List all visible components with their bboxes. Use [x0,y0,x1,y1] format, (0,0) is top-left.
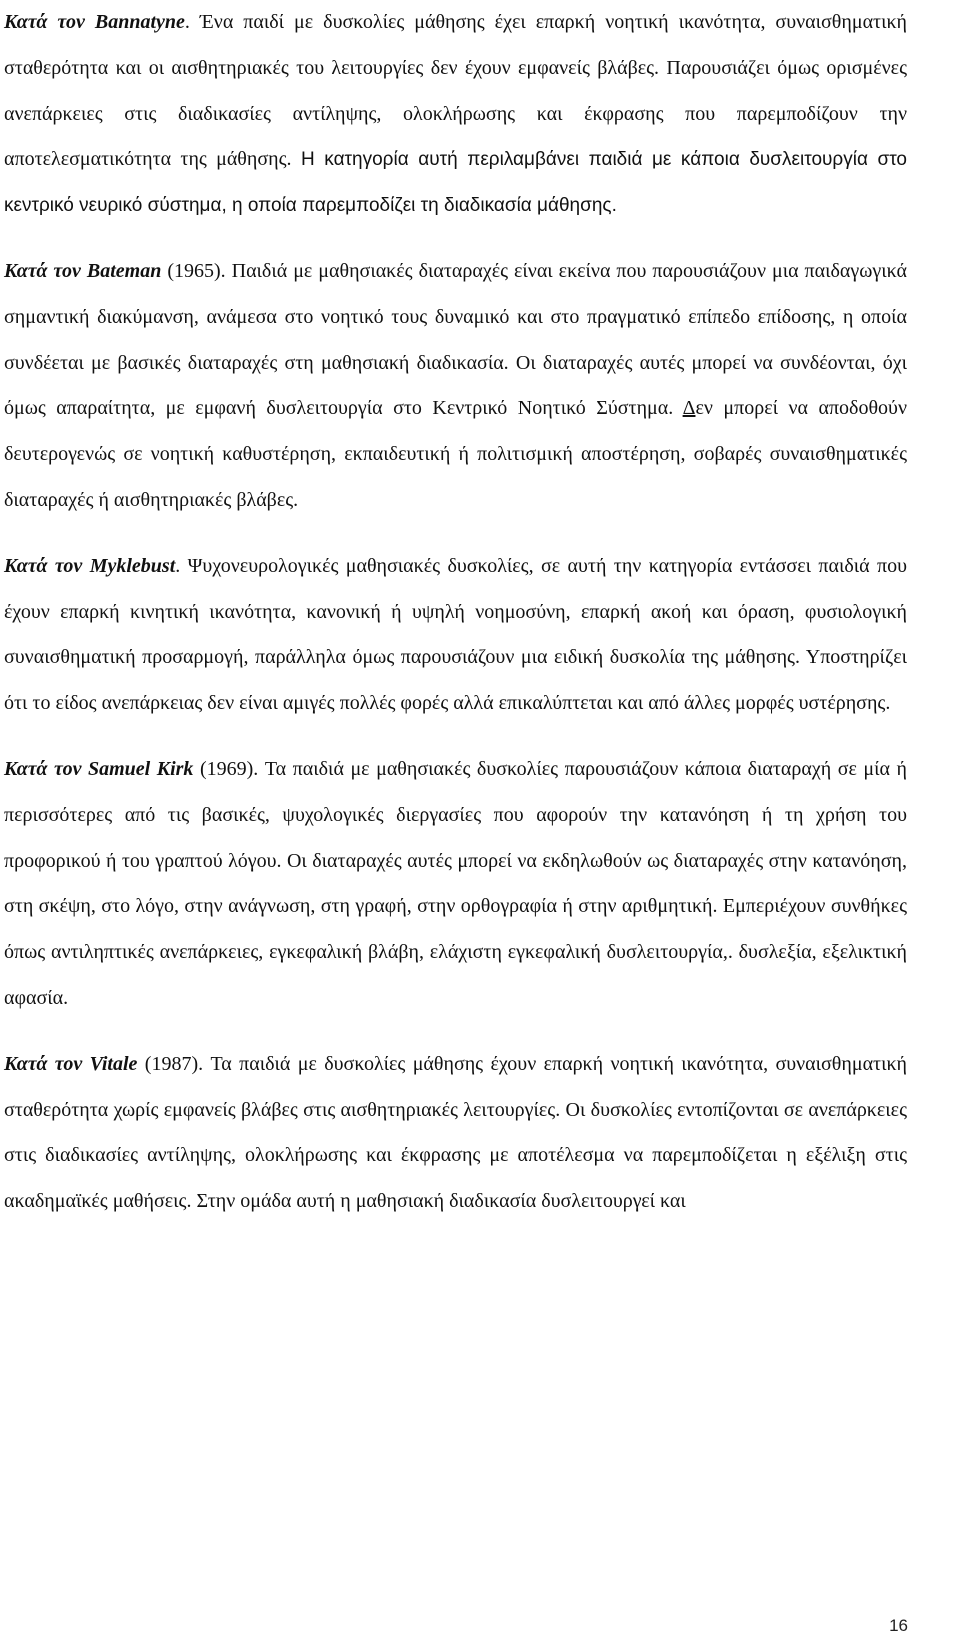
paragraph-text: (1987). Τα παιδιά με δυσκολίες μάθησης έχουν επαρκή νοητική ικανότητα, συναισθηματική σταθερότητα χωρίς εμφανείς βλάβες στις αισθητηριακές λειτουργίες. Οι δυσκολίες εντοπίζονται σε ανεπάρκειες στις διαδικασίες αντίληψης, ολοκλήρωσης και έκφρασης με αποτέλεσμα να παρεμποδίζεται η εξέλιξη στις ακαδημαϊκές μαθήσεις. Στην ομάδα αυτή η μαθησιακή διαδικασία δυσλειτουργεί και [4,1052,908,1213]
paragraph-vitale [4,1042,907,1225]
author-name: Κατά τον Bannatyne [4,11,185,33]
paragraph-text: (1969). Τα παιδιά με μαθησιακές δυσκολίες παρουσιάζουν κάποια διαταραχή σε μία ή περισσότερες από τις βασικές, ψυχολογικές διεργασίες που αφορούν την κατανόηση ή τη χρήση του προφορικού ή του γραπτού λόγου. Οι διαταραχές αυτές μπορεί να εκδηλωθούν ως διαταραχές στην κατανόηση, στη σκέψη, στο λόγο, στην ανάγνωση, στη γραφή, στην ορθογραφία ή στην αριθμητική. Εμπεριέχουν συνθήκες όπως αντιληπτικές ανεπάρκειες, εγκεφαλική βλάβη, ελάχιστη εγκεφαλική δυσλειτουργία,. δυσλεξία, εξελικτική αφασία. [4,757,907,1009]
paragraph-kirk [4,747,907,1022]
paragraph-myklebust [4,544,907,727]
paragraph-gap [4,727,907,747]
document-page [4,0,907,1225]
paragraph-gap [4,524,907,544]
paragraph-text-rest: εν μπορεί να αποδοθούν δευτερογενώς σε νοητική καθυστέρηση, εκπαιδευτική ή πολιτισμική αποστέρηση, σοβαρές συναισθηματικές διαταραχές ή αισθητηριακές βλάβες. [4,397,907,511]
paragraph-gap [4,229,907,249]
paragraph-text: (1965). Παιδιά με μαθησιακές διαταραχές είναι εκείνα που παρουσιάζουν μια παιδαγωγικά σημαντική διακύμανση, ανάμεσα στο νοητικό τους δυναμικό και στο πραγματικό επίπεδο επίδοσης, η οποία συνδέεται με βασικές διαταραχές στη μαθησιακή διαδικασία. Οι διαταραχές αυτές μπορεί να συνδέονται, όχι όμως απαραίτητα, με εμφανή δυσλειτουργία στο Κεντρικό Νοητικό Σύστημα. [4,259,908,420]
author-name: Κατά τον Bateman [4,259,162,282]
page-number: 16 [889,1616,908,1635]
paragraph-gap [4,1022,907,1042]
author-name: Κατά τον Myklebust [4,554,176,577]
paragraph-text: . Ψυχονευρολογικές μαθησιακές δυσκολίες, σε αυτή την κατηγορία εντάσσει παιδιά που έχουν επαρκή κινητική ικανότητα, κανονική ή υψηλή νοημοσύνη, επαρκή ακοή και όραση, φυσιολογική συναισθηματική προσαρμογή, παράλληλα όμως παρουσιάζουν μια ειδική δυσκολία της μάθησης. Υποστηρίζει ότι το είδος ανεπάρκειας δεν είναι αμιγές πολλές φορές αλλά επικαλύπτεται και από άλλες μορφές υστέρησης. [4,554,908,715]
paragraph-text: . Ένα παιδί με δυσκολίες μάθησης έχει επαρκή νοητική ικανότητα, συναισθηματική σταθερότητα και οι αισθητηριακές του λειτουργίες δεν έχουν εμφανείς βλάβες. Παρουσιάζει όμως ορισμένες ανεπάρκειες στις διαδικασίες αντίληψης, ολοκλήρωσης και έκφρασης που παρεμποδίζουν την αποτελεσματικότητα της μάθησης. [4,11,907,171]
underlined-letter: Δ [682,397,696,420]
author-name: Κατά τον Vitale [4,1052,138,1075]
paragraph-text-sans: Η κατηγορία αυτή περιλαμβάνει παιδιά με κάποια δυσλειτουργία στο κεντρικό νευρικό σύστημα, η οποία παρεμποδίζει τη διαδικασία μάθησης. [4,149,907,217]
paragraph-bannatyne [4,0,907,229]
author-name: Κατά τον Samuel Kirk [4,757,194,780]
paragraph-bateman [4,249,907,524]
